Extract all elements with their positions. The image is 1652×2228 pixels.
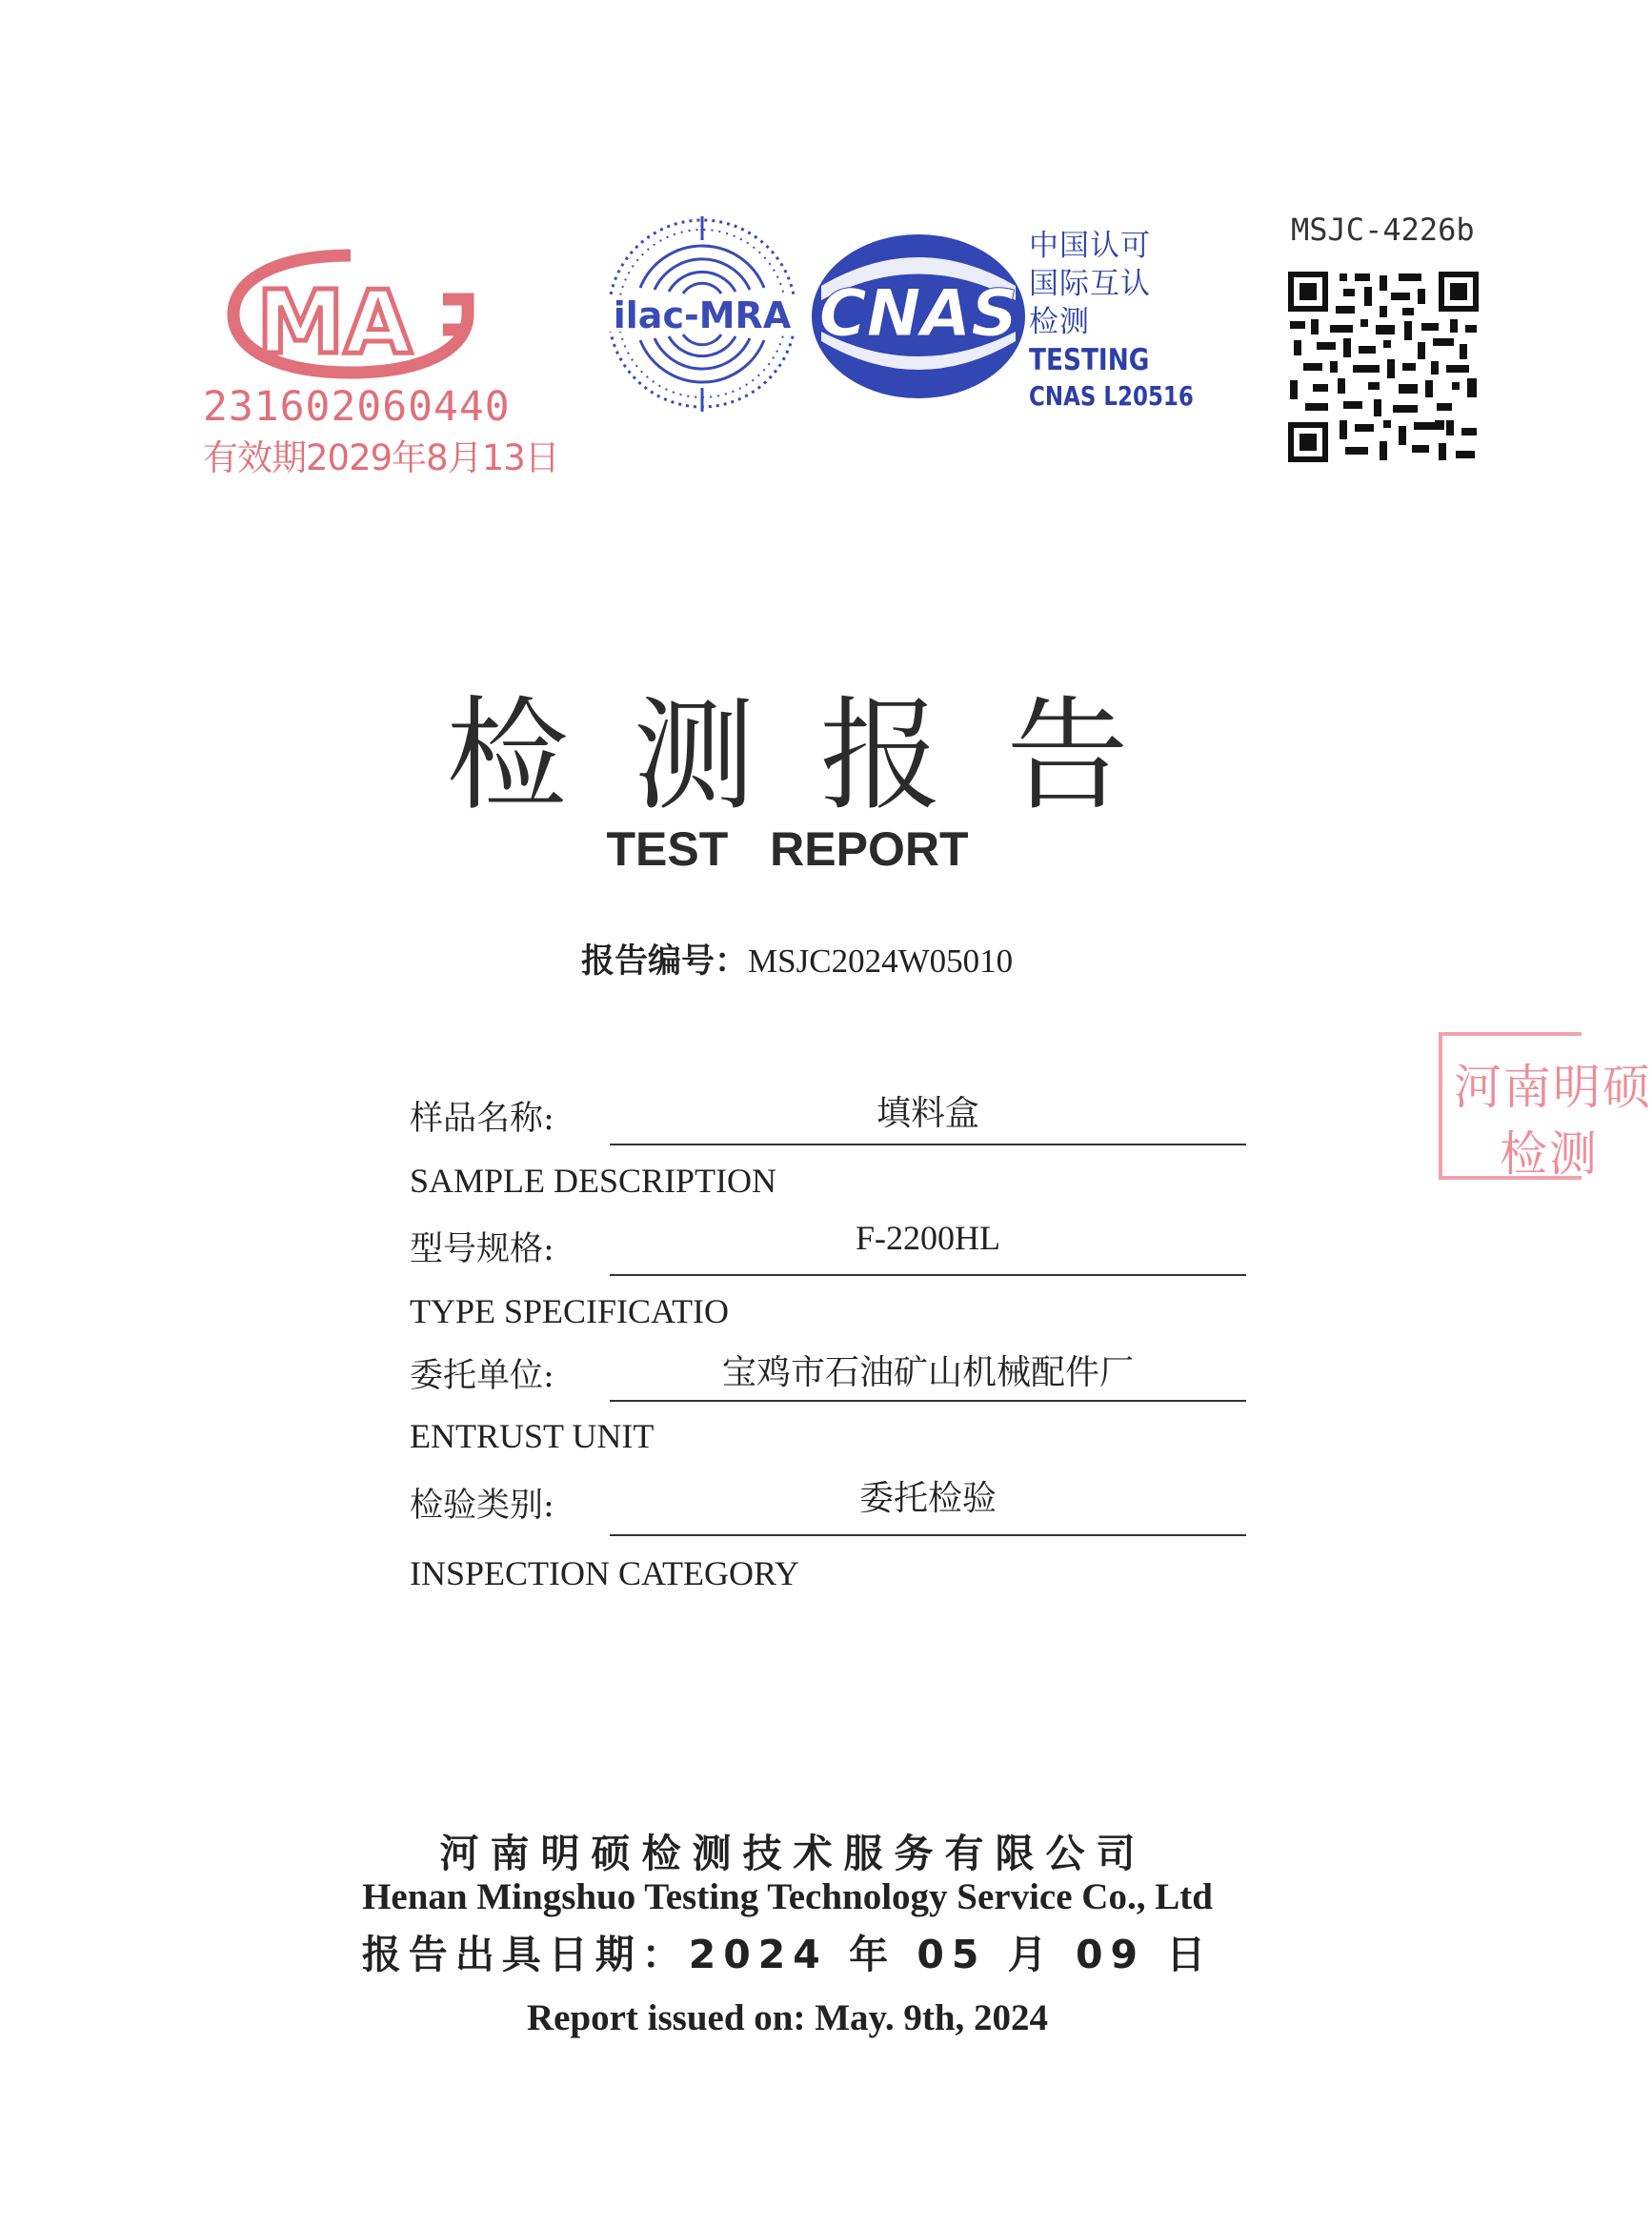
report-number-label: 报告编号： xyxy=(581,942,749,981)
entrust-unit-label: 委托单位: xyxy=(410,1357,554,1395)
report-number-value: MSJC2024W05010 xyxy=(748,942,1014,980)
qr-code-icon xyxy=(1288,272,1479,462)
company-side-stamp xyxy=(1439,1032,1652,1182)
cnas-line-1: 中国认可 xyxy=(1029,229,1151,263)
field-underline xyxy=(610,1274,1246,1276)
cma-seal xyxy=(195,250,559,488)
report-title-cn: 检测报告 xyxy=(446,685,1194,827)
cma-logo-text: MA xyxy=(256,272,413,374)
field-underline xyxy=(610,1144,1246,1145)
company-name-en: Henan Mingshuo Testing Technology Service Co., Ltd xyxy=(362,1876,1213,1917)
ilac-mra-logo-icon xyxy=(602,212,802,416)
entrust-unit-value: 宝鸡市石油矿山机械配件厂 xyxy=(721,1353,1134,1392)
type-specification-label: 型号规格: xyxy=(410,1230,554,1268)
issue-date-cn: 报告出具日期：2024 年 05 月 09 日 xyxy=(361,1932,1214,1977)
cnas-accreditation-text xyxy=(1029,227,1230,414)
type-specification-label-en: TYPE SPECIFICATIO xyxy=(410,1292,730,1330)
company-name-cn: 河南明硕检测技术服务有限公司 xyxy=(439,1831,1147,1876)
sample-description-label: 样品名称: xyxy=(410,1100,554,1138)
report-number xyxy=(581,935,1013,982)
cma-number: 231602060440 xyxy=(203,383,511,431)
cma-logo-icon xyxy=(222,250,479,378)
document-code: MSJC-4226b xyxy=(1291,212,1475,248)
cnas-testing: TESTING xyxy=(1029,343,1150,377)
report-title-en: TEST REPORT xyxy=(606,822,969,876)
sample-description-value: 填料盒 xyxy=(876,1094,979,1133)
cnas-code: CNAS L20516 xyxy=(1029,380,1194,412)
field-underline xyxy=(610,1534,1246,1536)
inspection-category-value: 委托检验 xyxy=(858,1479,997,1518)
sample-description-label-en: SAMPLE DESCRIPTION xyxy=(410,1162,777,1200)
cnas-logo-text: CNAS xyxy=(818,276,1018,352)
cnas-line-2: 国际互认 xyxy=(1029,267,1151,301)
cma-validity: 有效期2029年8月13日 xyxy=(203,437,559,478)
type-specification-value: F-2200HL xyxy=(856,1219,1000,1257)
field-underline xyxy=(610,1400,1246,1402)
ilac-logo-text: ilac-MRA xyxy=(613,294,792,336)
entrust-unit-label-en: ENTRUST UNIT xyxy=(410,1417,655,1455)
side-stamp-line-1: 河南明硕 xyxy=(1454,1060,1652,1115)
issue-date-en: Report issued on: May. 9th, 2024 xyxy=(526,1997,1049,2038)
inspection-category-label-en: INSPECTION CATEGORY xyxy=(410,1554,800,1592)
side-stamp-line-2: 检测 xyxy=(1500,1126,1599,1182)
inspection-category-label: 检验类别: xyxy=(410,1487,554,1525)
cnas-line-3: 检测 xyxy=(1029,305,1090,339)
cnas-logo-icon xyxy=(802,229,1036,405)
